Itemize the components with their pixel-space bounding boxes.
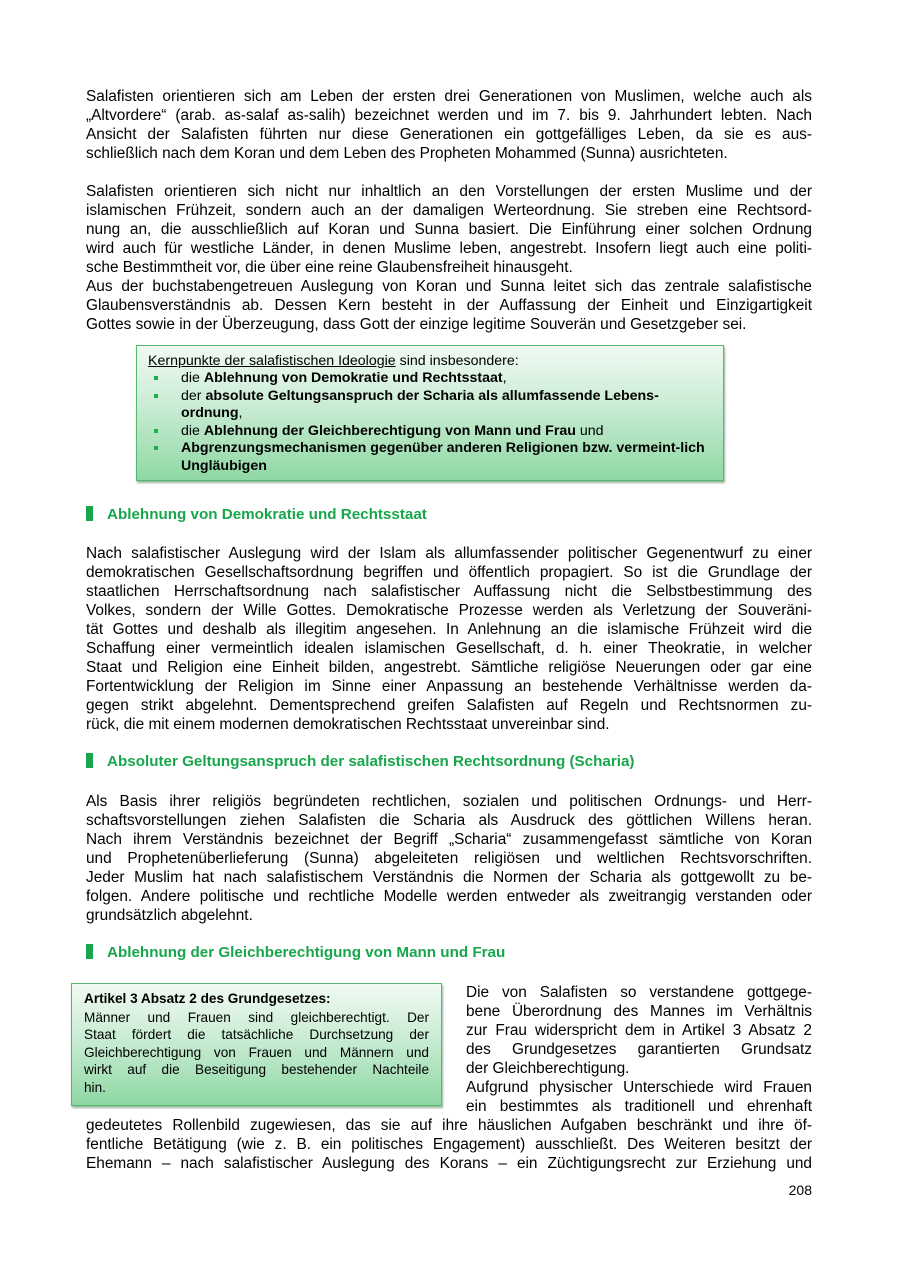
text-line: nung an, die ausschließlich auf Koran und Sunna basiert. Die Einführung einer solchen Ordnung [86, 221, 812, 238]
paragraph-demokratie [86, 544, 812, 734]
text-line: Nach salafistischer Auslegung wird der Islam als allumfassender politischer Gegenentwurf zu einer [86, 545, 812, 562]
bullet-icon [154, 429, 158, 433]
bullet-icon [154, 394, 158, 398]
section-heading-demokratie [86, 506, 427, 523]
heading-bar-icon [86, 753, 93, 768]
item-bold: Ablehnung der Gleichberechtigung von Mann und Frau [203, 422, 576, 439]
text-line: islamischen Frühzeit, sondern auch an der damaligen Werteordnung. Sie streben eine Rechtsord- [86, 202, 812, 219]
item-post: , [238, 405, 243, 421]
text-line: schließlich nach dem Koran und dem Leben des Propheten Mohammed (Sunna) ausrichteten. [86, 145, 728, 162]
text-line: Volkes, sondern der Wille Gottes. Demokratische Prozesse werden als Verletzung der Souveräni- [86, 602, 812, 619]
page-number: 208 [788, 1182, 812, 1198]
text-line: hin. [84, 1079, 106, 1095]
item-bold: Ablehnung von Demokratie und Rechtsstaat [203, 370, 503, 386]
kernpunkte-item [148, 370, 714, 388]
text-line: bene Überordnung des Mannes im Verhältnis [466, 1003, 812, 1020]
kernpunkte-box [136, 345, 724, 481]
text-line: grundsätzlich abgelehnt. [86, 907, 253, 924]
text-line: rück, die mit einem modernen demokratischen Rechtsstaat unvereinbar sind. [86, 716, 610, 733]
item-bold: Abgrenzungsmechanismen gegenüber anderen Religionen bzw. vermeint-lich Ungläubigen [181, 440, 705, 474]
paragraph-werteordnung [86, 182, 812, 334]
heading-bar-icon [86, 944, 93, 959]
kernpunkte-intro [148, 353, 519, 370]
kernpunkte-item [148, 423, 714, 441]
text-line: Ehemann – nach salafistischer Auslegung des Korans – ein Züchtigungsrecht zur Erziehung und [86, 1155, 812, 1172]
text-line: des Grundgesetzes garantierten Grundsatz [466, 1041, 812, 1058]
text-line: schaftsvorstellungen ziehen Salafisten die Scharia als Ausdruck des göttlichen Willens heran. [86, 812, 812, 829]
item-pre: die [181, 422, 204, 439]
text-line: Gottes sowie in der Überzeugung, dass Gott der einzige legitime Souverän und Gesetzgeber sei. [86, 316, 747, 333]
text-line: Gleichberechtigung von Frauen und Männern und [84, 1044, 429, 1060]
paragraph-gleichberechtigung-full [86, 1116, 812, 1173]
text-line: Ansicht der Salafisten führten nur diese Generationen ein gottgefälliges Leben, da sie es aus- [86, 126, 812, 143]
kernpunkte-list [148, 370, 714, 475]
text-line: der Gleichberechtigung. [466, 1060, 630, 1077]
text-line: Männer und Frauen sind gleichberechtigt. Der [84, 1010, 429, 1025]
text-line: Staat fördert die tatsächliche Durchsetzung der [84, 1027, 429, 1043]
text-line: Jeder Muslim hat nach salafistischem Verständnis die Normen der Scharia als gottgewollt zu be- [86, 869, 812, 886]
kernpunkte-item [148, 440, 714, 475]
paragraph-scharia [86, 792, 812, 925]
paragraph-altvordere [86, 87, 812, 163]
text-line: Aufgrund physischer Unterschiede wird Frauen [466, 1079, 812, 1096]
item-pre: der [181, 387, 206, 404]
grundgesetz-text [84, 1009, 429, 1096]
kernpunkte-intro-rest: sind insbesondere: [395, 353, 519, 369]
paragraph-gleichberechtigung-wrap [466, 983, 812, 1116]
text-line: Die von Salafisten so verstandene gottgege- [466, 984, 812, 1001]
text-line: Schaffung einer vermeintlich idealen islamischen Gesellschaft, d. h. einer Theokratie, in welcher [86, 640, 812, 657]
section-heading-scharia [86, 753, 634, 770]
text-line: gegen strikt abgelehnt. Dementsprechend greifen Salafisten auf Regeln und Rechtsnormen zu- [86, 697, 812, 714]
kernpunkte-intro-underlined: Kernpunkte der salafistischen Ideologie [148, 353, 396, 369]
section-heading-gleichberechtigung [86, 944, 505, 961]
text-line: folgen. Andere politische und rechtliche Modelle werden entweder als zweitrangig verstanden oder [86, 888, 812, 905]
heading-bar-icon [86, 506, 93, 521]
text-line: und Prophetenüberlieferung (Sunna) abgeleiteten religiösen und weltlichen Rechtsvorschriften. [86, 850, 812, 867]
item-post: , [502, 370, 507, 386]
heading-text: Absoluter Geltungsanspruch der salafistischen Rechtsordnung (Scharia) [107, 753, 635, 770]
grundgesetz-title: Artikel 3 Absatz 2 des Grundgesetzes: [84, 991, 331, 1006]
text-line: ein bestimmtes als traditionell und ehrenhaft [466, 1098, 812, 1115]
text-line: gedeutetes Rollenbild zugewiesen, das sie auf ihre häuslichen Aufgaben beschränkt und ihre öf- [86, 1117, 812, 1134]
heading-text: Ablehnung der Gleichberechtigung von Mann und Frau [107, 944, 506, 961]
text-line: Glaubensverständnis ab. Dessen Kern besteht in der Auffassung der Einheit und Einzigartigkeit [86, 297, 812, 314]
text-line: „Altvordere“ (arab. as-salaf as-salih) bezeichnet werden und im 7. bis 9. Jahrhundert lebten. Nach [86, 107, 812, 124]
text-line: Nach ihrem Verständnis bezeichnet der Begriff „Scharia“ zusammengefasst sämtliche von Koran [86, 831, 812, 848]
text-line: sche Bestimmtheit vor, die über eine reine Glaubensfreiheit hinausgeht. [86, 259, 573, 276]
text-line: Staat und Religion eine Einheit bilden, angestrebt. Sämtliche religiöse Neuerungen oder gar eine [86, 659, 812, 676]
bullet-icon [154, 376, 158, 380]
text-line: tät Gottes und deshalb als illegitim angesehen. In Anlehnung an die islamische Frühzeit wird die [86, 621, 812, 638]
item-pre: die [181, 370, 204, 386]
text-line: Fortentwicklung der Religion im Sinne einer Anpassung an bestehende Verhältnisse werden da- [86, 678, 812, 695]
text-line: Aus der buchstabengetreuen Auslegung von Koran und Sunna leitet sich das zentrale salafistische [86, 278, 812, 295]
text-line: demokratischen Gesellschaftsordnung begriffen und öffentlich propagiert. So ist die Grundlage der [86, 564, 812, 581]
text-line: Als Basis ihrer religiös begründeten rechtlichen, sozialen und politischen Ordnungs- und Herr- [86, 793, 812, 810]
text-line: fentliche Betätigung (wie z. B. ein politisches Engagement) ausschließt. Des Weiteren besitzt der [86, 1136, 812, 1153]
kernpunkte-item [148, 388, 714, 423]
item-post: und [575, 422, 604, 439]
text-line: Salafisten orientieren sich am Leben der ersten drei Generationen von Muslimen, welche auch als [86, 88, 812, 105]
text-line: wird auch für westliche Länder, in denen Muslime leben, angestrebt. Insofern liegt auch eine politi- [86, 240, 812, 257]
item-bold: absolute Geltungsanspruch der Scharia als allumfassende Lebens-ordnung [181, 387, 659, 421]
grundgesetz-box [71, 983, 442, 1106]
text-line: staatlichen Herrschaftsordnung nach salafistischer Auffassung nicht die Selbstbestimmung des [86, 583, 812, 600]
heading-text: Ablehnung von Demokratie und Rechtsstaat [107, 506, 427, 523]
bullet-icon [154, 446, 158, 450]
text-line: Salafisten orientieren sich nicht nur inhaltlich an den Vorstellungen der ersten Muslime und der [86, 183, 812, 200]
text-line: zur Frau widerspricht dem in Artikel 3 Absatz 2 [466, 1022, 812, 1039]
text-line: wirkt auf die Beseitigung bestehender Nachteile [84, 1062, 429, 1078]
